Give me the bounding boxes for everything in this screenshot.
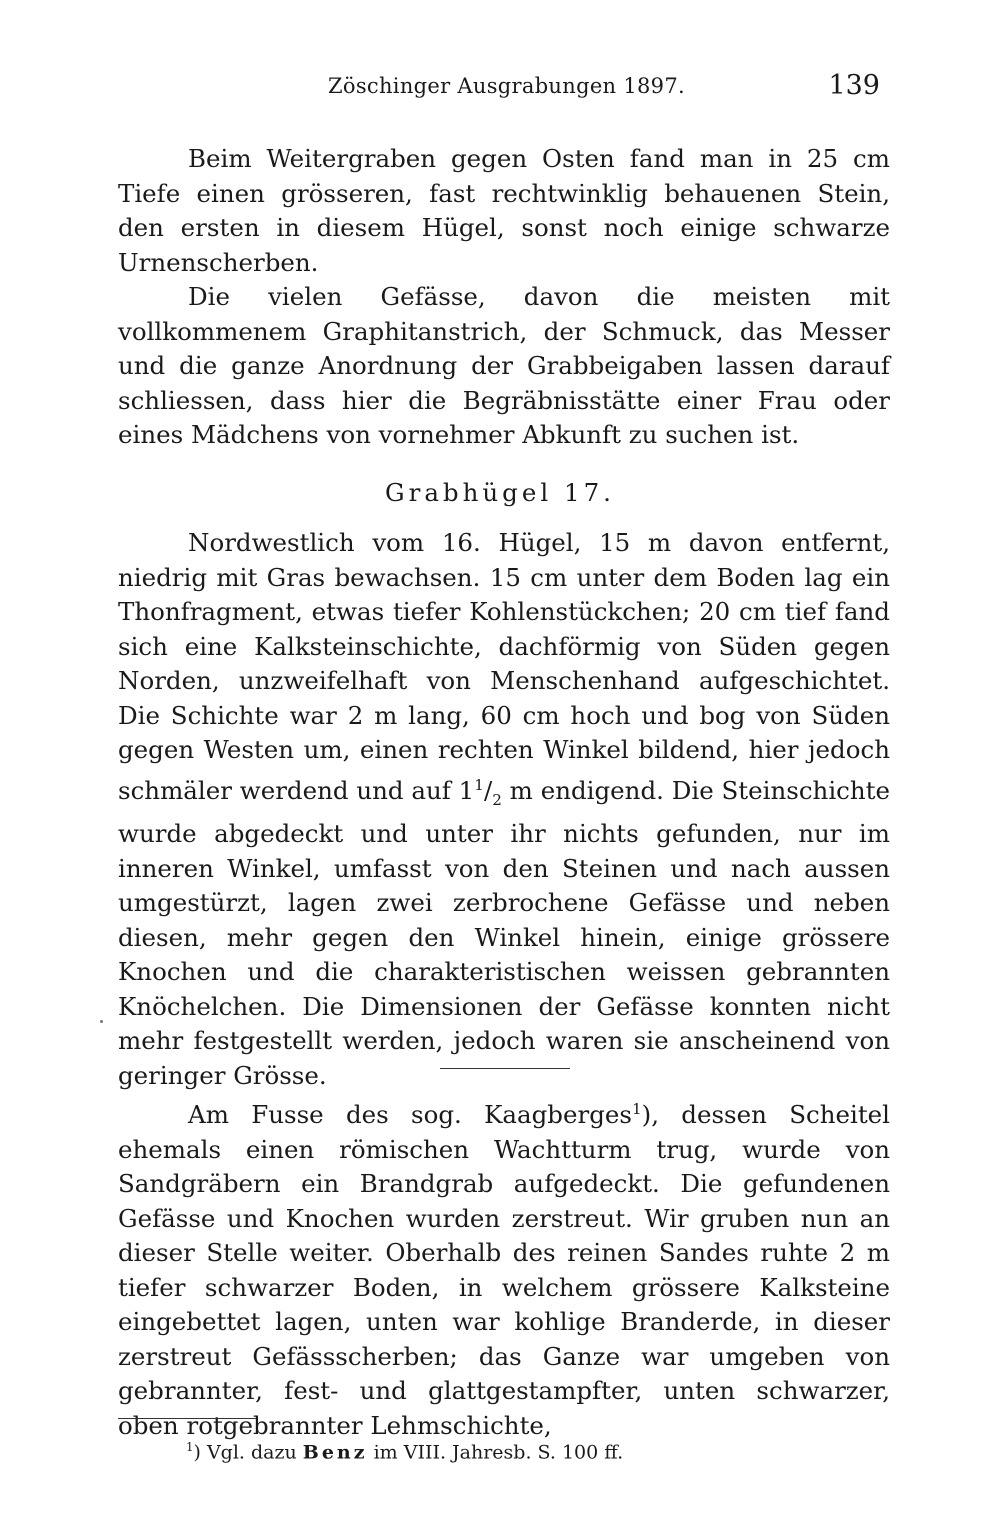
fraction-denominator: 2 [492,790,502,809]
section-divider [440,1068,570,1069]
text-block-intro [118,142,890,453]
running-title: Zöschinger Ausgrabungen 1897. [328,74,685,98]
paragraph-text: m endigend. Die Steinschichte wurde abgedeckt und unter ihr nichts gefunden, nur im inneren Winkel, umfasst von den Steinen und nach aussen umgestürzt, lagen zwei zerbrochene Gefässe und neben diesen, mehr gegen den Winkel hinein, einige grössere Knochen und die charakteristischen weissen gebrannten Knöchelchen. Die Dimensionen der Gefässe konnten nicht mehr festgestellt werden, jedoch waren sie anscheinend von geringer Grösse. [118,775,890,1090]
paragraph-text: ), dessen Scheitel ehemals einen römischen Wachtturm trug, wurde von Sandgräbern ein Brandgrab aufgedeckt. Die gefundenen Gefässe und Knochen wurden zerstreut. Wir gruben nun an dieser Stelle weiter. Oberhalb des reinen Sandes ruhte 2 m tiefer schwarzer Boden, in welchem grössere Kalksteine eingebettet lagen, unten war kohlige Branderde, in dieser zerstreut Gefässscherben; das Ganze war umgeben von gebrannter, fest- und glattgestampfter, unten schwarzer, oben rotgebrannter Lehmschichte, [118,1100,890,1440]
footnote-text: im VIII. Jahresb. S. 100 ff. [367,1441,624,1464]
paragraph-text: Am Fusse des sog. Kaagberges [188,1100,632,1130]
footnote-marker-paren: ) [193,1441,201,1464]
text-block-grabhuegel-17 [118,526,890,1093]
fraction-numerator: 1 [474,775,484,794]
footnote-reference[interactable]: 1 [631,1100,642,1118]
footnote-marker: 1 [186,1440,194,1454]
footnote-rule [118,1418,256,1419]
running-head [118,68,880,104]
page-number: 139 [828,70,880,101]
paragraph: Nordwestlich vom 16. Hügel, 15 m davon entfernt, niedrig mit Gras bewachsen. 15 cm unter dem Boden lag ein Thonfragment, etwas tiefer Kohlenstückchen; 20 cm tief fand sich eine Kalksteinschichte, dachförmig von Süden gegen Norden, unzweifelhaft von Menschenhand aufgeschichtet. Die Schichte war 2 m lang, 60 cm hoch und bog von Süden gegen Westen um, einen rechten Winkel bildend, hier jedoch schmäler werdend und auf $1^1/_2$ m endigend. Die Steinschichte wurde abgedeckt und unter ihr nichts gefunden, nur im inneren Winkel, umfasst von den Steinen und nach aussen umgestürzt, lagen zwei zerbrochene Gefässe und neben diesen, mehr gegen den Winkel hinein, einige grössere Knochen und die charakteristischen weissen gebrannten Knöchelchen. Die Dimensionen der Gefässe konnten nicht mehr festgestellt werden, jedoch waren sie anscheinend von geringer Grösse. [118,528,890,1090]
footnote-text: Vgl. dazu [200,1441,303,1464]
paragraph: Beim Weitergraben gegen Osten fand man in 25 cm Tiefe einen grösseren, fast rechtwinklig behauenen Stein, den ersten in diesem Hügel, sonst noch einige schwarze Urnenscherben. [118,144,890,277]
paragraph: Die vielen Gefässe, davon die meisten mit vollkommenem Graphitanstrich, der Schmuck, das Messer und die ganze Anordnung der Grabbeigaben lassen darauf schliessen, dass hier die Begräbnisstätte einer Frau oder eines Mädchens von vornehmer Abkunft zu suchen ist. [118,282,890,449]
print-speck [100,1020,103,1023]
paragraph-text: Nordwestlich vom 16. Hügel, 15 m davon entfernt, niedrig mit Gras bewachsen. 15 cm unter dem Boden lag ein Thonfragment, etwas tiefer Kohlenstückchen; 20 cm tief fand sich eine Kalksteinschichte, dachförmig von Süden gegen Norden, unzweifelhaft von Menschenhand aufgeschichtet. Die Schichte war 2 m lang, 60 cm hoch und bog von Süden gegen Westen um, einen rechten Winkel bildend, hier jedoch schmäler werdend und auf 1 [118,528,890,805]
footnote [186,1434,623,1465]
section-heading: Grabhügel 17. [385,478,615,507]
footnote-author: Benz [302,1441,368,1464]
paragraph [118,1092,890,1443]
text-block-kaagberg [118,1092,890,1443]
